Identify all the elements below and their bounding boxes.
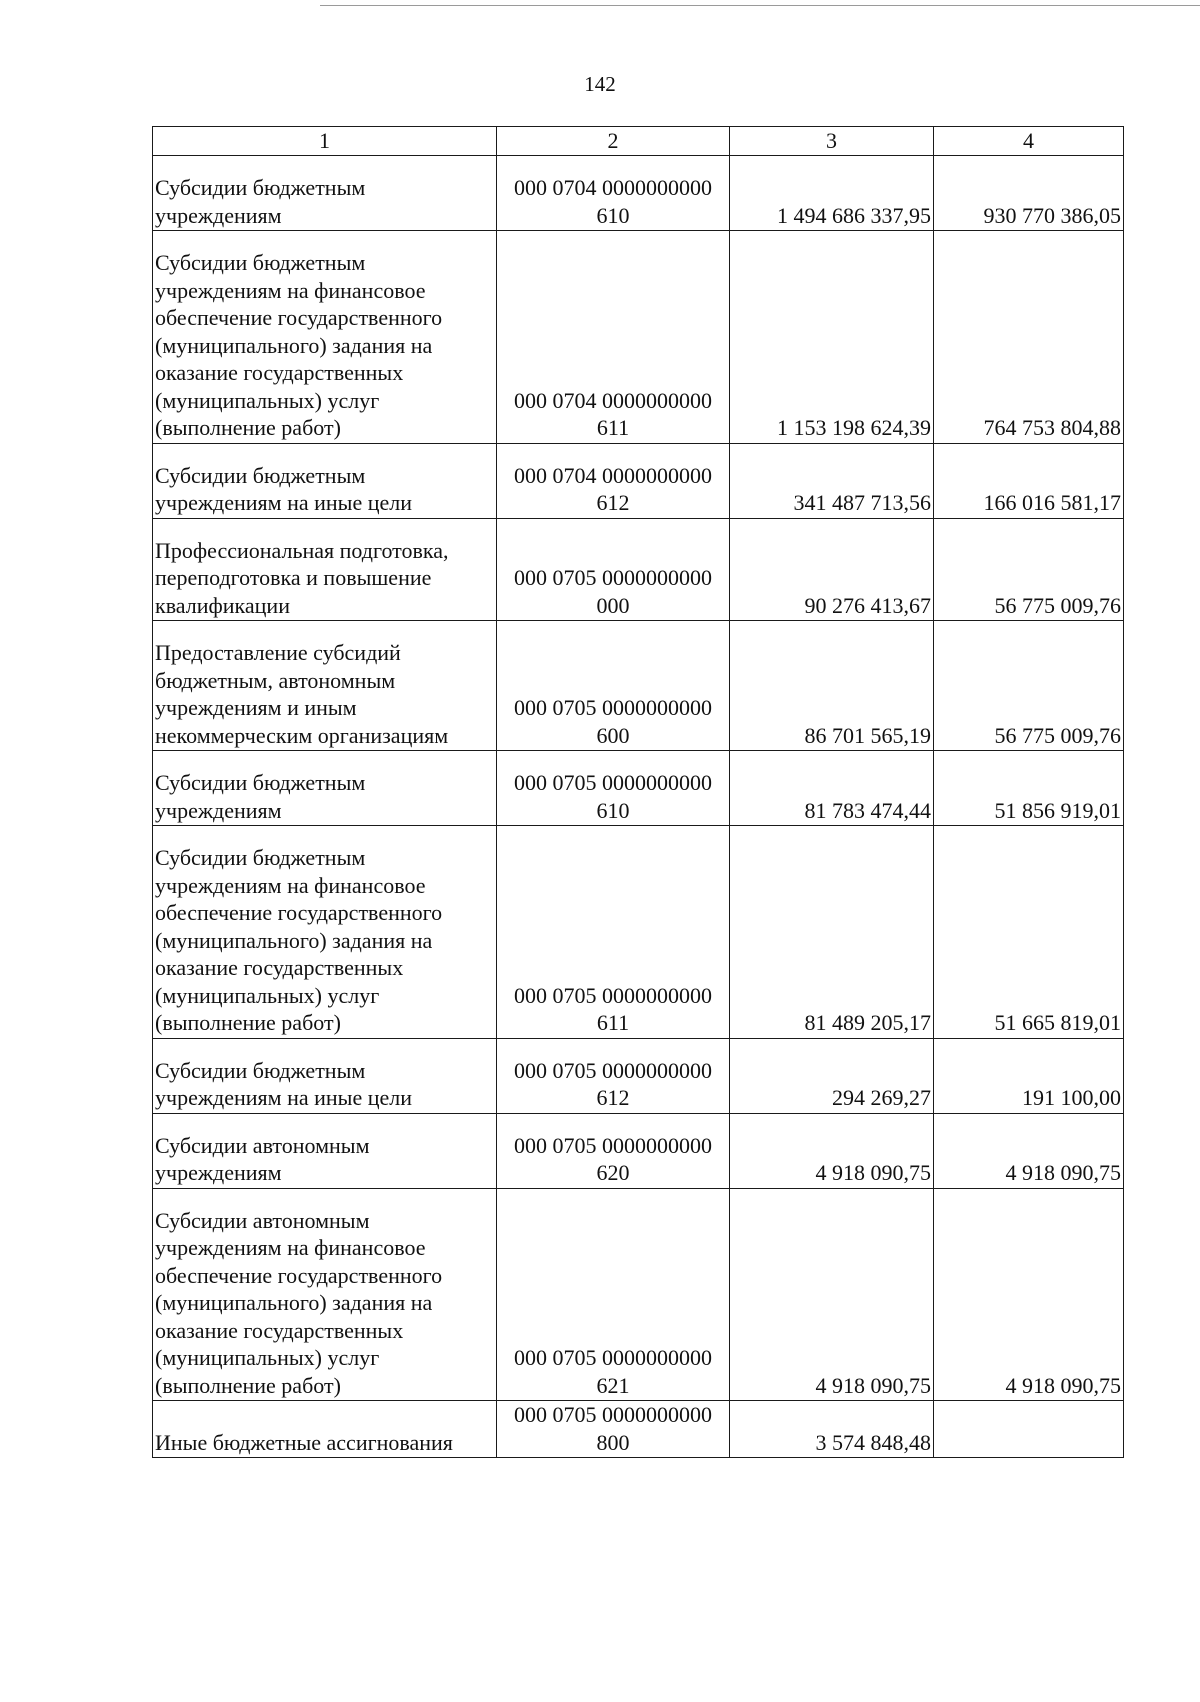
row-name-line: Иные бюджетные ассигнования	[155, 1429, 453, 1455]
header-col-4: 4	[934, 127, 1124, 156]
row-spacer	[155, 444, 494, 462]
row-spacer	[155, 1114, 494, 1132]
row-col3-value: 341 487 713,56	[730, 443, 934, 518]
row-name-cell	[153, 518, 497, 621]
table-row	[153, 231, 1124, 444]
table-row	[153, 1401, 1124, 1458]
row-spacer	[155, 519, 494, 537]
row-name-line: обеспечение государственного	[155, 305, 443, 330]
row-code-line: 000	[596, 592, 630, 618]
row-name-line: учреждениям на финансовое	[155, 872, 426, 898]
row-code-line: 612	[596, 1085, 630, 1110]
row-name-cell	[153, 1401, 497, 1458]
row-code-line: 611	[596, 415, 630, 440]
row-code-line: 000 0705 0000000000	[514, 695, 712, 720]
row-code-line: 000 0705 0000000000	[514, 1132, 712, 1158]
row-name-line: переподготовка и повышение	[155, 565, 432, 590]
table-row	[153, 518, 1124, 621]
row-code-line: 000 0705 0000000000	[514, 770, 712, 795]
row-name-cell	[153, 1188, 497, 1401]
header-col-1: 1	[153, 127, 497, 156]
row-name-line: учреждениям	[155, 202, 282, 228]
row-col4-value: 930 770 386,05	[934, 156, 1124, 231]
row-name-line: (выполнение работ)	[155, 1372, 341, 1398]
row-code-cell	[497, 621, 730, 751]
table-header	[153, 127, 1124, 156]
row-col4-value: 56 775 009,76	[934, 621, 1124, 751]
row-code-cell	[497, 231, 730, 444]
row-code-line: 000 0704 0000000000	[514, 387, 712, 413]
row-col4-value: 191 100,00	[934, 1038, 1124, 1113]
row-col3-value: 3 574 848,48	[730, 1401, 934, 1458]
row-name-line: (муниципальных) услуг	[155, 1345, 380, 1370]
row-name-line: учреждениям на финансовое	[155, 1235, 426, 1260]
row-name-line: (муниципального) задания на	[155, 1290, 433, 1315]
table-body	[153, 156, 1124, 1458]
row-code-cell	[497, 1188, 730, 1401]
row-col3-value: 1 153 198 624,39	[730, 231, 934, 444]
row-col4-value: 56 775 009,76	[934, 518, 1124, 621]
row-name-line: Субсидии бюджетным	[155, 250, 366, 275]
row-col3-value: 4 918 090,75	[730, 1113, 934, 1188]
row-col3-value: 4 918 090,75	[730, 1188, 934, 1401]
row-name-line: Субсидии бюджетным	[155, 175, 366, 200]
row-col4-value: 4 918 090,75	[934, 1113, 1124, 1188]
row-col4-value: 764 753 804,88	[934, 231, 1124, 444]
row-name-line: Предоставление субсидий	[155, 640, 401, 665]
row-name-line: Субсидии бюджетным	[155, 462, 366, 488]
row-code-cell	[497, 518, 730, 621]
row-name-cell	[153, 1113, 497, 1188]
row-code-line: 000 0704 0000000000	[514, 462, 712, 488]
table-row	[153, 443, 1124, 518]
row-code-line: 000 0705 0000000000	[514, 1402, 712, 1427]
row-name-cell	[153, 156, 497, 231]
row-spacer	[155, 231, 494, 249]
row-code-cell	[497, 1113, 730, 1188]
row-name-line: (муниципального) задания на	[155, 927, 433, 953]
row-code-line: 000 0705 0000000000	[514, 982, 712, 1008]
row-name-line: Субсидии бюджетным	[155, 1057, 366, 1083]
row-name-line: некоммерческим организациям	[155, 722, 449, 748]
row-col3-value: 1 494 686 337,95	[730, 156, 934, 231]
table-row	[153, 1113, 1124, 1188]
row-code-line: 000 0705 0000000000	[514, 1057, 712, 1083]
row-name-line: (муниципального) задания на	[155, 332, 433, 358]
row-code-line: 800	[596, 1429, 630, 1455]
row-col4-value: 4 918 090,75	[934, 1188, 1124, 1401]
row-spacer	[155, 156, 494, 174]
row-code-cell	[497, 1038, 730, 1113]
row-code-cell	[497, 1401, 730, 1458]
header-row	[153, 127, 1124, 156]
row-col4-value: 51 665 819,01	[934, 826, 1124, 1039]
row-col4-value	[934, 1401, 1124, 1458]
row-name-line: квалификации	[155, 592, 290, 618]
row-col3-value: 90 276 413,67	[730, 518, 934, 621]
row-name-line: обеспечение государственного	[155, 1262, 443, 1288]
header-col-2: 2	[497, 127, 730, 156]
row-col4-value: 51 856 919,01	[934, 751, 1124, 826]
row-spacer	[155, 1039, 494, 1057]
row-name-line: учреждениям на финансовое	[155, 277, 426, 303]
row-col3-value: 81 489 205,17	[730, 826, 934, 1039]
row-code-line: 612	[596, 490, 630, 515]
row-col3-value: 81 783 474,44	[730, 751, 934, 826]
row-name-line: учреждениям	[155, 797, 282, 823]
budget-table	[152, 126, 1124, 1458]
row-code-line: 000 0705 0000000000	[514, 1345, 712, 1370]
row-name-line: учреждениям на иные цели	[155, 1085, 412, 1110]
row-name-line: (выполнение работ)	[155, 1010, 341, 1035]
row-code-line: 610	[596, 202, 630, 228]
row-name-line: оказание государственных	[155, 360, 404, 385]
row-spacer	[155, 751, 494, 769]
row-col4-value: 166 016 581,17	[934, 443, 1124, 518]
page-number: 142	[584, 72, 616, 96]
row-col3-value: 86 701 565,19	[730, 621, 934, 751]
row-name-cell	[153, 1038, 497, 1113]
row-code-cell	[497, 443, 730, 518]
header-col-3: 3	[730, 127, 934, 156]
table-row	[153, 621, 1124, 751]
table-row	[153, 1038, 1124, 1113]
row-code-cell	[497, 156, 730, 231]
row-name-line: оказание государственных	[155, 955, 404, 980]
row-name-cell	[153, 443, 497, 518]
row-name-line: Субсидии бюджетным	[155, 770, 366, 795]
row-code-line: 610	[596, 797, 630, 823]
row-name-line: обеспечение государственного	[155, 900, 443, 925]
row-code-line: 600	[596, 722, 630, 748]
row-name-line: оказание государственных	[155, 1317, 404, 1343]
row-name-line: Субсидии автономным	[155, 1207, 370, 1233]
row-name-line: (муниципальных) услуг	[155, 387, 380, 413]
row-name-cell	[153, 621, 497, 751]
row-code-line: 000 0704 0000000000	[514, 175, 712, 200]
table-row	[153, 156, 1124, 231]
row-name-line: учреждениям и иным	[155, 695, 357, 720]
row-code-line: 621	[596, 1372, 630, 1398]
row-code-line: 000 0705 0000000000	[514, 565, 712, 590]
row-name-line: учреждениям	[155, 1160, 282, 1185]
row-code-cell	[497, 826, 730, 1039]
table-row	[153, 1188, 1124, 1401]
row-name-line: (выполнение работ)	[155, 415, 341, 440]
row-code-line: 611	[596, 1010, 630, 1035]
row-name-line: Профессиональная подготовка,	[155, 537, 449, 563]
table-row	[153, 826, 1124, 1039]
row-spacer	[155, 826, 494, 844]
row-name-line: Субсидии автономным	[155, 1132, 370, 1158]
row-name-cell	[153, 231, 497, 444]
top-rule	[320, 5, 1200, 6]
row-spacer	[155, 1411, 494, 1429]
row-name-line: учреждениям на иные цели	[155, 490, 412, 515]
row-name-line: (муниципальных) услуг	[155, 982, 380, 1008]
row-col3-value: 294 269,27	[730, 1038, 934, 1113]
row-spacer	[155, 621, 494, 639]
row-name-cell	[153, 826, 497, 1039]
row-code-cell	[497, 751, 730, 826]
row-name-cell	[153, 751, 497, 826]
row-name-line: Субсидии бюджетным	[155, 845, 366, 870]
table-row	[153, 751, 1124, 826]
row-spacer	[155, 1189, 494, 1207]
row-name-line: бюджетным, автономным	[155, 667, 396, 693]
row-code-line: 620	[596, 1160, 630, 1185]
